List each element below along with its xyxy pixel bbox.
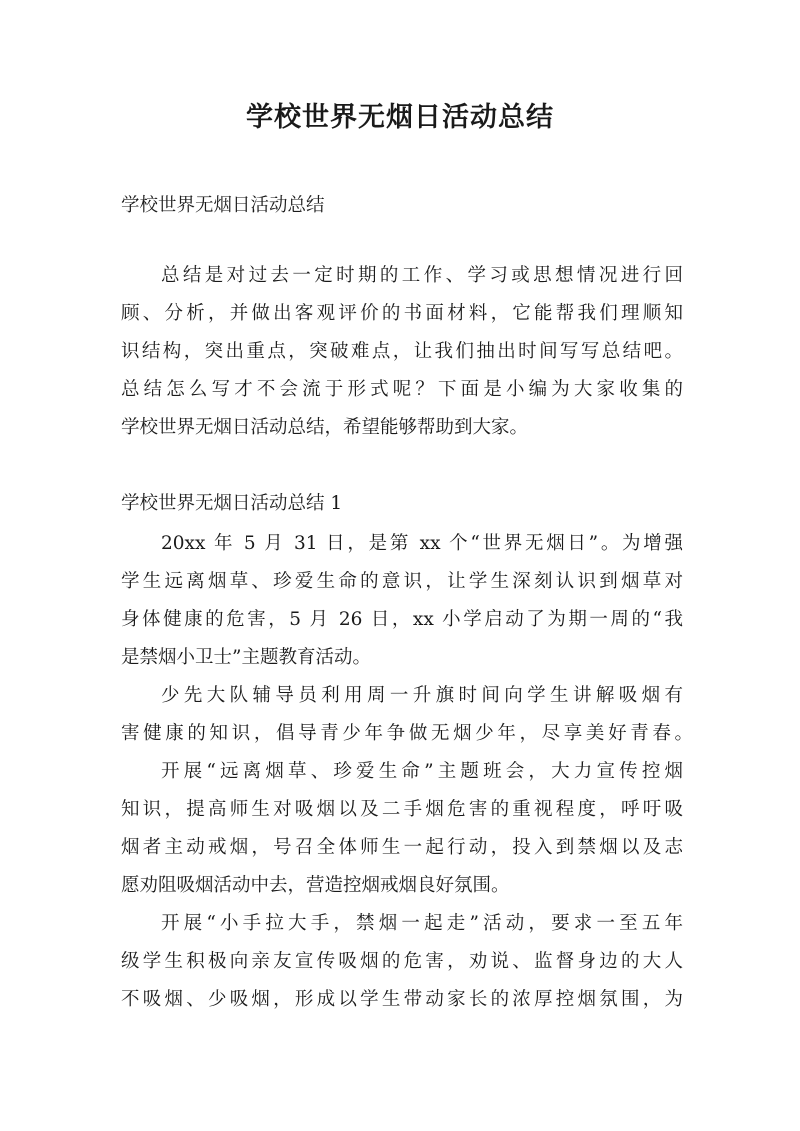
paragraph-line: 学校世界无烟日活动总结，希望能够帮助到大家。 (121, 417, 529, 438)
section-heading: 学校世界无烟日活动总结 1 (121, 493, 343, 514)
paragraph-line: 级学生积极向亲友宣传吸烟的危害，劝说、监督身边的大人 (121, 951, 683, 972)
paragraph-line: 开展“小手拉大手，禁烟一起走”活动，要求一至五年 (161, 913, 683, 934)
paragraph-line: 总结是对过去一定时期的工作、学习或思想情况进行回 (161, 265, 683, 286)
paragraph-line: 识结构，突出重点，突破难点，让我们抽出时间写写总结吧。 (121, 341, 683, 362)
paragraph-line: 20xx 年 5 月 31 日，是第 xx 个“世界无烟日”。为增强 (161, 533, 683, 554)
paragraph-line: 学生远离烟草、珍爱生命的意识，让学生深刻认识到烟草对 (121, 571, 683, 592)
body-paragraph-1 (121, 525, 683, 677)
intro-paragraph (121, 257, 683, 447)
body-paragraph-4 (121, 905, 683, 1019)
paragraph-line: 烟者主动戒烟，号召全体师生一起行动，投入到禁烟以及志 (121, 837, 683, 858)
body-paragraph-2 (121, 677, 693, 753)
paragraph-line: 知识，提高师生对吸烟以及二手烟危害的重视程度，呼吁吸 (121, 799, 683, 820)
body-paragraph-3 (121, 753, 683, 905)
paragraph-line: 是禁烟小卫士”主题教育活动。 (121, 647, 371, 668)
paragraph-line: 身体健康的危害，5 月 26 日，xx 小学启动了为期一周的“我 (121, 609, 683, 630)
paragraph-line: 愿劝阻吸烟活动中去，营造控烟戒烟良好氛围。 (121, 875, 510, 896)
paragraph-line: 害健康的知识，倡导青少年争做无烟少年，尽享美好青春。 (121, 723, 693, 744)
paragraph-line: 不吸烟、少吸烟，形成以学生带动家长的浓厚控烟氛围，为 (121, 989, 683, 1010)
paragraph-line: 顾、分析，并做出客观评价的书面材料，它能帮我们理顺知 (121, 303, 683, 324)
document-title: 学校世界无烟日活动总结 (246, 102, 554, 133)
paragraph-line: 少先大队辅导员利用周一升旗时间向学生讲解吸烟有 (161, 685, 683, 706)
document-subtitle: 学校世界无烟日活动总结 (121, 195, 325, 216)
paragraph-line: 开展“远离烟草、珍爱生命”主题班会，大力宣传控烟 (161, 761, 683, 782)
paragraph-line: 总结怎么写才不会流于形式呢？下面是小编为大家收集的 (121, 379, 683, 400)
